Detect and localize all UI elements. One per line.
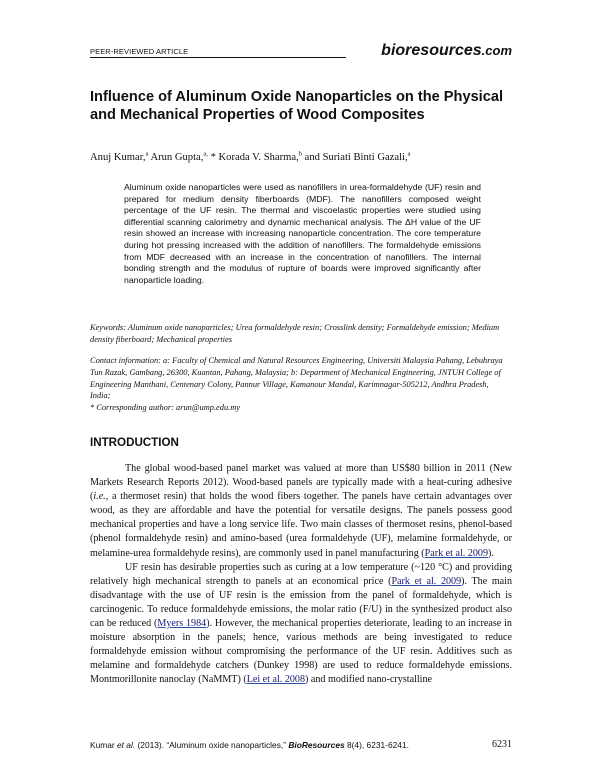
paragraph-2-text-b: ). The main disadvantage with the use of UF resin is the emission from the panel of formaldehyde, which is carcinogenic. To reduce formaldehyde emissions, the molar ratio (F/U) in the synthesized product also can be reduced (: [90, 575, 512, 630]
corresponding-mark: *: [207, 152, 219, 163]
footer-etal: et al.: [117, 740, 136, 750]
citation-link[interactable]: Park et al. 2009: [391, 575, 462, 587]
page-number: 6231: [492, 739, 512, 750]
introduction-body: [90, 462, 512, 688]
footer-journal: BioResources: [288, 740, 345, 750]
author-2: Arun Gupta,: [148, 152, 204, 163]
footer-citation: (2013). “Aluminum oxide nanoparticles,”: [135, 740, 289, 750]
header-rule: [90, 57, 346, 58]
journal-logo-main: bioresources: [381, 42, 482, 59]
page-footer: [90, 740, 512, 750]
author-4-affiliation: a: [407, 150, 411, 158]
section-heading: INTRODUCTION: [90, 436, 179, 449]
footer-volume: 8(4), 6231-6241.: [344, 740, 409, 750]
paragraph-1: [90, 462, 512, 561]
paragraph-1-text-a: The global wood-based panel market was valued at more than US$80 billion in 2011 (New Markets Research Reports 2012). Wood-based panels are typically made with a heat-curing adhesive (: [90, 463, 512, 503]
ie-abbrev: i.e.: [93, 491, 106, 503]
corresponding-author: * Corresponding author: arun@ump.edu.my: [90, 403, 240, 413]
paragraph-2: [90, 561, 512, 688]
page-header: [90, 36, 512, 58]
journal-logo: [381, 42, 512, 60]
citation-link[interactable]: Lei et al. 2008: [246, 674, 306, 686]
article-title: Influence of Aluminum Oxide Nanoparticles on the Physical and Mechanical Properties of Wood Composites: [90, 89, 504, 123]
author-3-affiliation: b: [298, 150, 302, 158]
footer-authors: Kumar: [90, 740, 117, 750]
contact-information: [90, 355, 510, 414]
author-1-affiliation: a: [145, 150, 149, 158]
citation-link[interactable]: Park et al. 2009: [424, 547, 489, 559]
contact-affiliations: Contact information: a: Faculty of Chemical and Natural Resources Engineering, Universiti Malaysia Pahang, Lebuhraya Tun Razak, Gambang, 26300, Kuantan, Pahang, Malaysia; b: Department of Mechanical Engineering, JNTUH College of Engineering Manthani, Centenary Colony, Pannur Village, Kamanour Mandal, Karimnagar-505212, Andhra Pradesh, India;: [90, 356, 503, 401]
citation-link[interactable]: Myers 1984: [157, 618, 207, 630]
paragraph-2-text-d: ) and modified nano-crystalline: [305, 674, 432, 686]
journal-logo-suffix: .com: [481, 43, 512, 58]
section-label: PEER-REVIEWED ARTICLE: [90, 47, 189, 56]
author-4: and Suriati Binti Gazali,: [302, 152, 408, 163]
author-list: [90, 152, 510, 163]
author-1: Anuj Kumar,: [90, 152, 146, 163]
paragraph-2-text-a: UF resin has desirable properties such as curing at a low temperature (~120 °C) and providing relatively high mechanical strength to panels at an economical price (: [90, 561, 512, 587]
paragraph-1-text-c: ).: [488, 547, 494, 559]
keywords: Keywords: Aluminum oxide nanoparticles; Urea formaldehyde resin; Crosslink density; Formaldehyde emission; Medium density fiberboard; Mechanical properties: [90, 323, 500, 344]
paragraph-1-text-b: , a thermoset resin) that holds the wood fibers together. The panels have certain advantages over wood, as they are affordable and have the potential for versatile designs. The panels possess good mechanical properties and have a long service life. Two main classes of thermoset resins, phenol-based (phenol formaldehyde resin) and amino-based (urea formaldehyde (UF), melamine formaldehyde, or melamine-urea formaldehyde resins), are commonly used in panel manufacturing (: [90, 491, 512, 559]
paragraph-2-text-c: ). However, the mechanical properties deteriorate, leading to an increase in moisture absorption in the panels; hence, various methods are being investigated to reduce formaldehyde emission without compromising the performance of the UF resin. Additives such as melamine and formaldehyde catchers (Dunkey 1998) are used to reduce formaldehyde emissions. Montmorillonite nanoclay (NaMMT) (: [90, 618, 512, 686]
author-3: Korada V. Sharma,: [218, 152, 299, 163]
abstract: Aluminum oxide nanoparticles were used as nanofillers in urea-formaldehyde (UF) resin and prepared for medium density fiberboards (MDF). The nanofillers composed weight percentage of the UF resin. The thermal and viscoelastic properties were studied using differential scanning calorimetry and dynamic mechanical analysis. The ΔH value of the UF resin showed an increase with increasing nanoparticle concentration. The core temperature during hot pressing increased with the addition of nanofillers. The formaldehyde emissions from MDF decreased with an increase in the concentration of nanofillers. The internal bonding strength and the modulus of rupture of boards were improved significantly after nanoparticle loading.: [124, 182, 481, 285]
author-2-affiliation: a,: [203, 150, 208, 158]
